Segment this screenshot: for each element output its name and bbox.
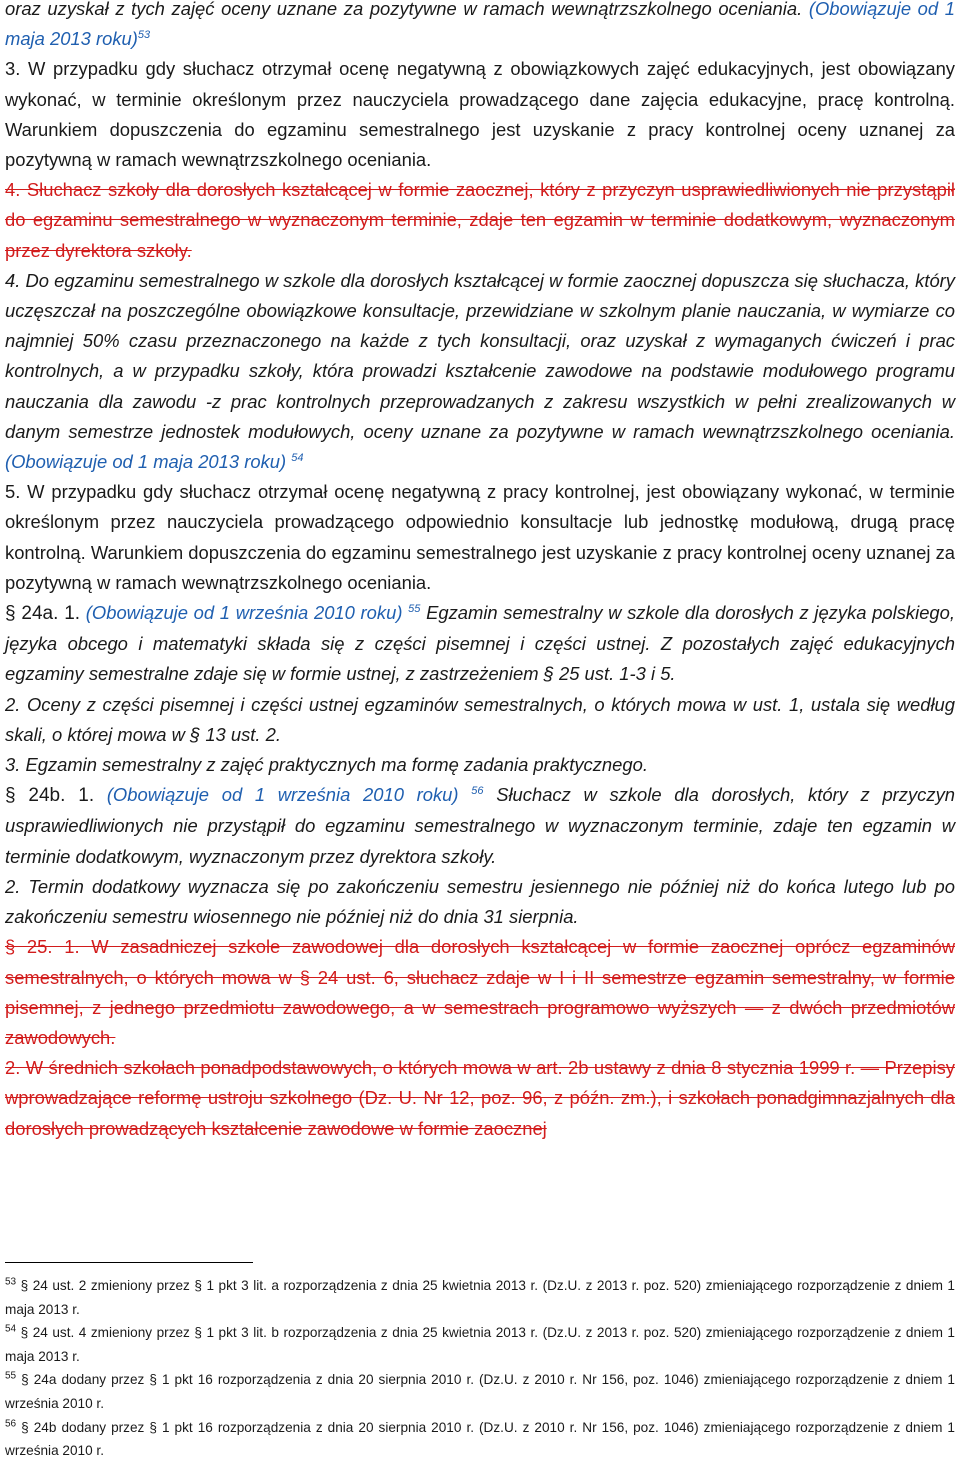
paragraph-text: 4. Do egzaminu semestralnego w szkole dla dorosłych kształcącej w formie zaocznej dopuszcza się słuchacza, który uczęszczał na poszczególne obowiązkowe konsultacje, przewidziane w szkolnym planie nauczania, w wymiarze co najmniej 50% czasu przeznaczonego na każde z tych konsultacji, oraz uzyskał z wymaganych ćwiczeń i prac kontrolnych, a w przypadku szkoły, która prowadzi kształcenie zawodowe na podstawie modułowego programu nauczania dla zawodu -z prac kontrolnych przeprowadzanych z zakresu wszystkich w pełni zrealizowanych w danym semestrze jednostek modułowych, oceny uznane za pozytywne w ramach wewnątrzszkolnego oceniania. xyxy=(5,269,955,442)
section-24a-1 xyxy=(5,598,955,690)
document-page xyxy=(5,0,955,1144)
footnote-number: 55 xyxy=(5,1370,17,1382)
amendment-note: (Obowiązuje od 1 września 2010 roku) $^{55}$ xyxy=(85,602,421,624)
footnote-56 xyxy=(5,1416,955,1463)
section-text: Słuchacz w szkole dla dorosłych, który z przyczyn usprawiedliwionych nie przystąpił do egzaminu semestralnego w wyznaczonym terminie, zdaje ten egzamin w terminie dodatkowym, wyznaczonym przez dyrektora szkoły. xyxy=(5,784,955,867)
paragraph-5: 5. W przypadku gdy słuchacz otrzymał ocenę negatywną z pracy kontrolnej, jest obowiązany wykonać, w terminie określonym przez nauczyciela prowadzącego odpowiednio konsultacje lub jednostkę modułową, drugą pracę kontrolną. Warunkiem dopuszczenia do egzaminu semestralnego jest uzyskanie z pracy kontrolnej oceny uznanej za pozytywną w ramach wewnątrzszkolnego oceniania. xyxy=(5,481,956,593)
footnote-text: § 24 ust. 4 zmieniony przez § 1 pkt 3 lit. b rozporządzenia z dnia 25 kwietnia 2013 r. (Dz.U. z 2013 r. poz. 520) zmieniającego rozporządzenie z dniem 1 maja 2013 r. xyxy=(5,1325,955,1364)
footnote-text: § 24b dodany przez § 1 pkt 16 rozporządzenia z dnia 20 sierpnia 2010 r. (Dz.U. z 2010 r. Nr 156, poz. 1046) zmieniającego rozporządzenie z dniem 1 września 2010 r. xyxy=(5,1419,955,1459)
deleted-section-25-2: 2. W średnich szkołach ponadpodstawowych, o których mowa w art. 2b ustawy z dnia 8 stycznia 1999 r. — Przepisy wprowadzające reformę ustroju szkolnego (Dz. U. Nr 12, poz. 96, z późn. zm.), i szkołach ponadgimnazjalnych dla dorosłych prowadzących kształcenie zawodowe w formie zaocznej xyxy=(5,1057,955,1139)
footnote-ref[interactable]: 53 xyxy=(137,29,151,42)
paragraph-3: 3. W przypadku gdy słuchacz otrzymał ocenę negatywną z obowiązkowych zajęć edukacyjnych, jest obowiązany wykonać, w terminie określonym przez nauczyciela prowadzącego dane zajęcia edukacyjne, pracę kontrolną. Warunkiem dopuszczenia do egzaminu semestralnego jest uzyskanie z pracy kontrolnej oceny uznanej za pozytywną w ramach wewnątrzszkolnego oceniania. xyxy=(5,58,955,171)
footnote-number: 54 xyxy=(5,1323,17,1335)
paragraph-4 xyxy=(5,266,955,477)
amendment-note: (Obowiązuje od 1 maja 2013 roku)$^{53}$ xyxy=(5,0,955,50)
deleted-paragraph-4: 4. Słuchacz szkoły dla dorosłych kształcącej w formie zaocznej, który z przyczyn usprawiedliwionych nie przystąpił do egzaminu semestralnego w wyznaczonym terminie, zdaje ten egzamin w terminie dodatkowym, wyznaczonym przez dyrektora szkoły. xyxy=(5,179,955,261)
section-heading: § 24b. 1. xyxy=(5,785,95,807)
footnote-55 xyxy=(5,1368,955,1415)
footnote-text: § 24 ust. 2 zmieniony przez § 1 pkt 3 lit. a rozporządzenia z dnia 25 kwietnia 2013 r. (Dz.U. z 2013 r. poz. 520) zmieniającego rozporządzenie z dniem 1 maja 2013 r. xyxy=(5,1278,955,1317)
footnote-ref[interactable]: 54 xyxy=(291,451,304,464)
section-24a-3: 3. Egzamin semestralny z zajęć praktycznych ma formę zadania praktycznego. xyxy=(5,754,648,776)
paragraph-3-tail xyxy=(5,0,955,54)
footnote-separator xyxy=(5,1262,253,1263)
deleted-section-25-1: § 25. 1. W zasadniczej szkole zawodowej dla dorosłych kształcącej w formie zaocznej oprócz egzaminów semestralnych, o których mowa w § 24 ust. 6, słuchacz zdaje w I i II semestrze egzamin semestralny, w formie pisemnej, z jednego przedmiotu zawodowego, a w semestrach programowo wyższych — z dwóch przedmiotów zawodowych. xyxy=(5,936,955,1048)
section-heading: § 24a. 1. xyxy=(5,603,81,625)
footnote-ref[interactable]: 56 xyxy=(471,785,484,798)
footnote-53 xyxy=(5,1274,955,1321)
footnote-number: 56 xyxy=(5,1418,17,1430)
amendment-note: (Obowiązuje od 1 maja 2013 roku) $^{54}$ xyxy=(5,451,304,473)
section-24a-2: 2. Oceny z części pisemnej i części ustnej egzaminów semestralnych, o których mowa w ust. 1, ustala się według skali, o której mowa w § 13 ust. 2. xyxy=(5,693,955,745)
section-24b-1 xyxy=(5,780,955,872)
footnote-text: § 24a dodany przez § 1 pkt 16 rozporządzenia z dnia 20 sierpnia 2010 r. (Dz.U. z 2010 r. Nr 156, poz. 1046) zmieniającego rozporządzenie z dniem 1 września 2010 r. xyxy=(5,1372,955,1411)
amendment-note: (Obowiązuje od 1 września 2010 roku) $^{56}$ xyxy=(106,784,484,806)
section-24b-2: 2. Termin dodatkowy wyznacza się po zakończeniu semestru jesiennego nie później niż do końca lutego lub po zakończeniu semestru wiosennego nie później niż do dnia 31 sierpnia. xyxy=(5,875,955,928)
footnote-number: 53 xyxy=(5,1276,17,1288)
footnote-ref[interactable]: 55 xyxy=(408,602,421,615)
footnote-54 xyxy=(5,1321,955,1368)
section-text: Egzamin semestralny w szkole dla dorosłych z języka polskiego, języka obcego i matematyki składa się z części pisemnej i części ustnej. Z pozostałych zajęć edukacyjnych egzaminy semestralne zdaje się w formie ustnej, z zastrzeżeniem § 25 ust. 1-3 i 5. xyxy=(5,602,955,685)
footnotes xyxy=(5,1274,955,1463)
text-line: oraz uzyskał z tych zajęć oceny uznane za pozytywne w ramach wewnątrzszkolnego oceniania. xyxy=(5,0,803,19)
